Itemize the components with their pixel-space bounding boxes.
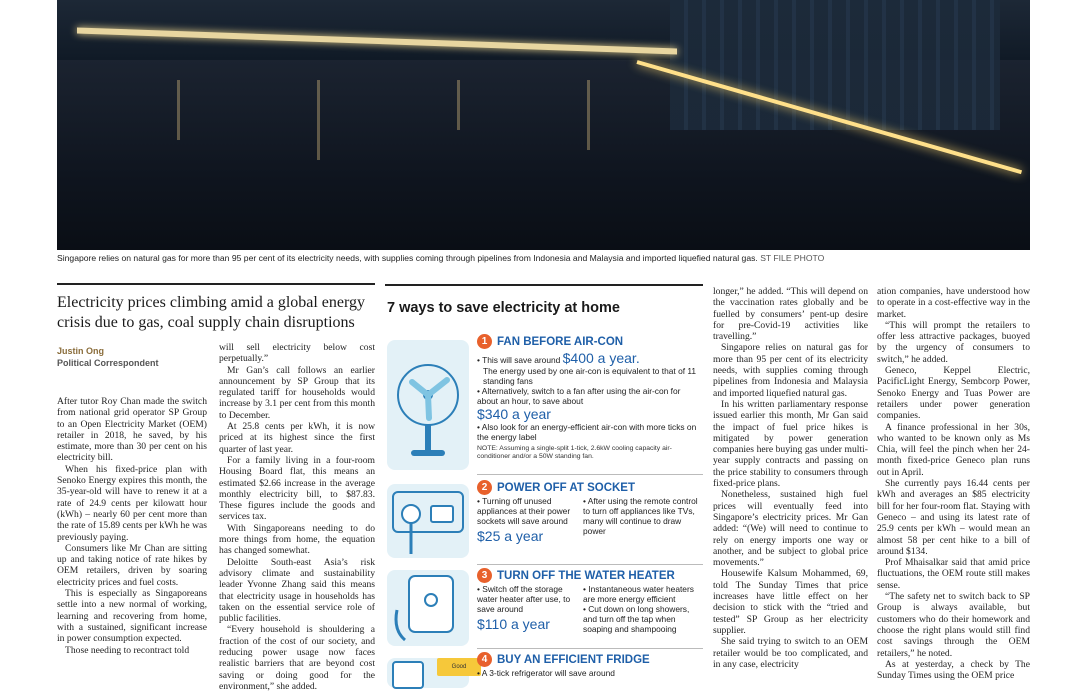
paragraph: will sell electricity below cost perpetually.” [219,342,375,365]
paragraph: She currently pays 16.44 cents per kWh and averages an $85 electricity bill for her four-room flat. Staying with Geneco – and using its latest rate of 25.9 cents per kWh – would mean an almost 58 per cent hike to a bill of around $134. [877,478,1030,557]
tip-number: 4 [477,652,492,667]
building-facade [670,0,1000,130]
tip-saving: $25 a year [477,528,544,544]
tip-title: POWER OFF AT SOCKET [497,481,635,494]
paragraph: longer,” he added. “This will depend on the vaccination rates globally and be fuelled by consumers’ pent-up desire for pre-Covid-19 activities like travelling.” [713,286,868,343]
tip-saving: $110 a year [477,616,550,632]
tip-saving: $400 a year. [562,350,640,366]
article-column-1 [57,396,207,656]
photo-caption [57,253,1030,263]
tip-line: • Also look for an energy-efficient air-con with more ticks on the energy label [477,422,697,442]
tip-body-left [477,584,577,632]
paragraph: After tutor Roy Chan made the switch from national grid operator SP Group to an Open Electricity Market (OEM) retailer in 2018, he saved, by his estimate, more than 30 per cent on his electricity bill. [57,396,207,464]
paragraph: At 25.8 cents per kWh, it is now priced at its highest since the first quarter of last year. [219,421,375,455]
tip-line: • Cut down on long showers, and turn off the tap when soaping and shampooing [583,604,690,634]
tip-line [477,350,701,366]
paragraph: Mr Gan’s call follows an earlier announcement by SP Group that its regulated tariff for households would increase by 3.1 per cent from this month to December. [219,364,375,421]
article-headline: Electricity prices climbing amid a global energy crisis due to gas, coal supply chain disruptions [57,294,366,331]
tip-heading [477,652,650,667]
paragraph: Those needing to recontract told [65,644,190,656]
tip-separator [477,648,703,649]
article-column-3 [713,286,868,670]
paragraph: She said trying to switch to an OEM retailer would be too complicated, and in any case, electricity [713,636,868,670]
tip-separator [477,564,703,565]
headline-rule [57,283,375,285]
tip-body [477,350,701,461]
tip-heading [477,480,635,495]
author-name: Justin Ong [57,346,104,356]
tip-title: TURN OFF THE WATER HEATER [497,569,675,582]
fan-icon [387,340,469,470]
energy-label-badge: Good [437,658,481,676]
paragraph: Deloitte South-east Asia’s risk advisory climate and sustainability leader Yvonne Zhang said this means that electricity usage in households has taken on the essential service role of public facilities. [219,556,375,625]
tip-heading [477,334,623,349]
paragraph: When his fixed-price plan with Senoko Energy expires this month, the 35-year-old will have to renew it at a rate of 24.9 cents per kilowatt hour (kWh) – nearly 60 per cent more than the rate of 15.89 cents per kWh he was previously paying. [57,463,207,543]
tip-text: • This will save around [477,355,563,365]
panel-rule [385,284,703,286]
paragraph: “This will prompt the retailers to offer less attractive packages, buoyed by the urgency of consumers to switch,” he added. [877,319,1030,365]
tip-line: • Alternatively, switch to a fan after using the air-con for about an hour, to save about [477,386,681,406]
light-reflection [587,80,590,150]
article-column-2 [219,342,375,692]
tip-body-right: • After using the remote control to turn off appliances like TVs, many will continue to draw power [583,496,698,536]
tip-line: • Switch off the storage water heater after use, to save around [477,584,571,614]
light-reflection [457,80,460,130]
paragraph: For a family living in a four-room Housing Board flat, this means an estimated $2.66 increase in the average monthly electricity bill, to $87.83. These figures include the goods and services tax. [219,454,375,523]
paragraph: ation companies, have understood how to operate in a cost-effective way in the market. [877,286,1030,320]
byline [57,345,159,369]
paragraph: Geneco, Keppel Electric, PacificLight Energy, Sembcorp Power, Senoko Energy and Tuas Power are retailers under power generation companies. [877,365,1030,422]
tip-body-left [477,496,577,544]
author-role: Political Correspondent [57,358,159,368]
tip-saving: $340 a year [477,406,551,422]
tip-number: 3 [477,568,492,583]
tip-line: The energy used by one air-con is equivalent to that of 11 standing fans [483,366,697,386]
hero-photo [57,0,1030,250]
panel-title: 7 ways to save electricity at home [387,300,620,316]
water-heater-icon [387,570,469,646]
paragraph: Singapore relies on natural gas for more than 95 per cent of its electricity needs, with supplies coming through pipelines from Indonesia and Malaysia and imported liquefied natural gas. [713,342,868,399]
tip-heading [477,568,675,583]
tip-line: • Turning off unused appliances at their power sockets will save around [477,496,571,526]
tip-line: • Instantaneous water heaters are more energy efficient [583,584,694,604]
power-socket-icon [387,484,469,558]
paragraph: Prof Mhaisalkar said that amid price fluctuations, the OEM route still makes sense. [877,557,1030,591]
paragraph: Consumers like Mr Chan are sitting up and taking notice of rate hikes by OEM retailers, driven by soaring electricity prices and fuel costs. [57,542,207,588]
paragraph: Housewife Kalsum Mohammed, 69, told The Sunday Times that price increases have little effect on her decision to stick with the “tried and tested” SP Group as her electricity supplier. [713,568,868,636]
paragraph: With Singaporeans needing to do more things from home, the equation has changed somewhat. [219,522,375,557]
paragraph: “The safety net to switch back to SP Group is always available, but customers who do their homework and choose the right plans would still find cost savings through the OEM retailers,” he noted. [877,591,1030,659]
paragraph: As at yesterday, a check by The Sunday Times using the OEM price [877,658,1030,682]
tip-separator [477,474,703,475]
heater-illustration [387,570,469,646]
infographic-panel [385,284,703,678]
tip-number: 2 [477,480,492,495]
tip-title: FAN BEFORE AIR-CON [497,335,624,348]
caption-credit: ST FILE PHOTO [760,253,825,263]
socket-illustration [387,484,469,558]
tip-line: • A 3-tick refrigerator will save around [477,668,615,678]
paragraph: Nonetheless, sustained high fuel prices will eventually feed into Singapore’s electricity prices. Mr Gan added: “(We) will need to continue to rely on energy imports one way or another, and be subject to global price movements.” [713,489,868,569]
paragraph: “Every household is shouldering a fraction of the cost of our society, and reducing power usage now faces realistic barriers that are beyond cost saving or doing good for the environment,” she added. [219,624,375,692]
light-reflection [317,80,320,160]
light-reflection [177,80,180,140]
paragraph: In his written parliamentary response issued earlier this month, Mr Gan said the impact of fuel price hikes is mitigated by power generation companies here buying gas under multi-year supply contracts and passing on the price stability to consumers through fixed-price plans. [713,398,868,490]
tip-note: NOTE: Assuming a single-split 1-tick, 2.6kW cooling capacity air-conditioner and/or a 50W standing fan. [477,445,672,461]
caption-text: Singapore relies on natural gas for more than 95 per cent of its electricity needs, with supplies coming through pipelines from Indonesia and Malaysia and imported liquefied natural gas. [57,253,758,263]
paragraph: A finance professional in her 30s, who wanted to be known only as Ms Chia, will feel the pinch when her 24-month fixed-price Geneco plan runs out in April. [877,421,1030,478]
article-column-4 [877,286,1030,681]
tip-number: 1 [477,334,492,349]
fan-illustration [387,340,469,470]
tip-body-right [583,584,701,634]
tip-title: BUY AN EFFICIENT FRIDGE [497,653,650,666]
paragraph: This is especially as Singaporeans settle into a new normal of working, learning and recovering from home, with a sustained, significant increase in power consumption expected. [57,588,207,645]
